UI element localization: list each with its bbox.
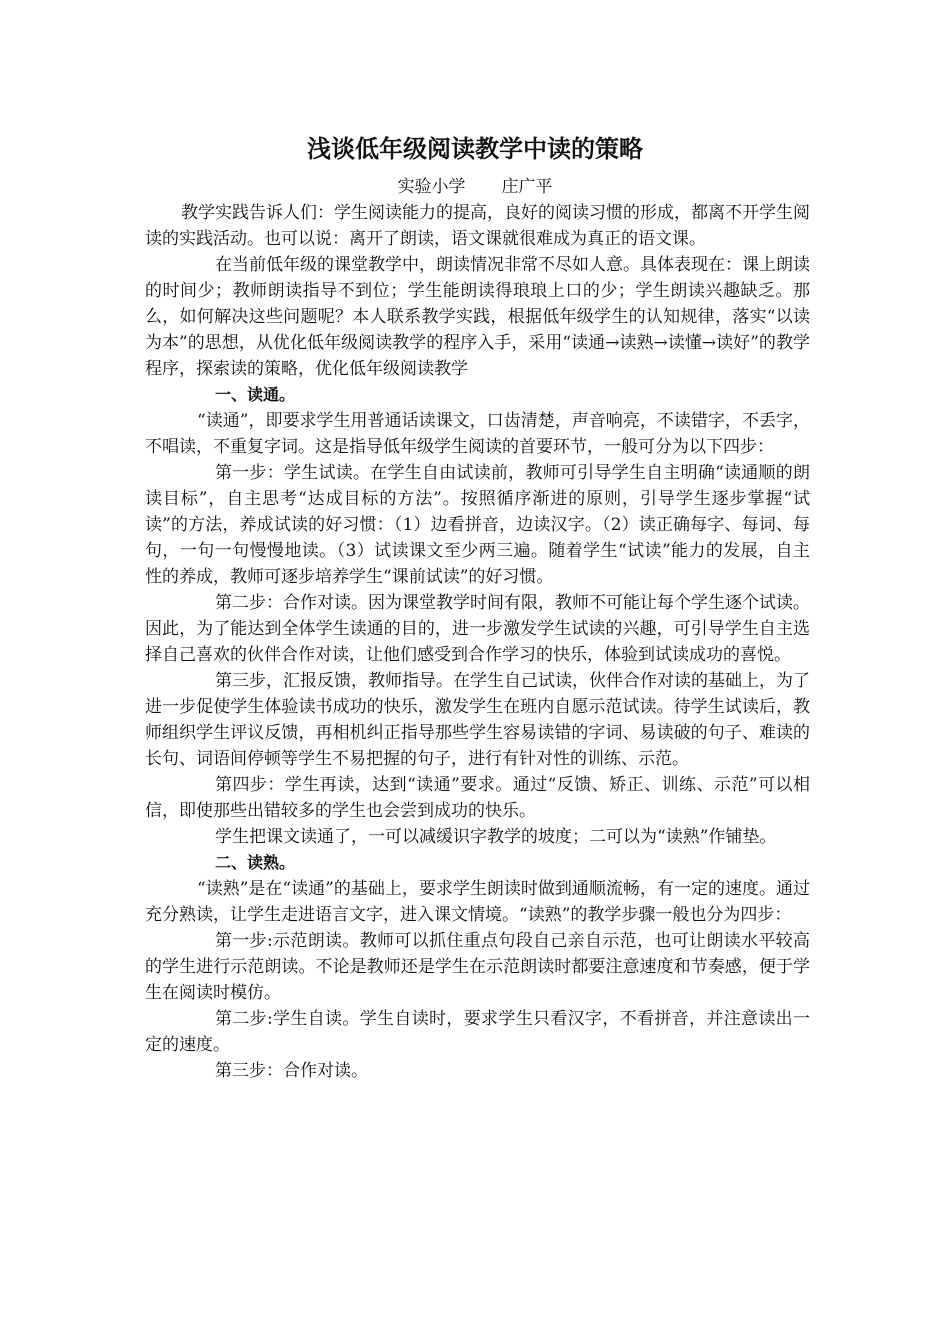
document-title: 浅谈低年级阅读教学中读的策略 xyxy=(307,135,643,163)
byline xyxy=(0,175,950,199)
section-heading: 一、读通。 xyxy=(215,385,296,404)
paragraph: 第三步，汇报反馈，教师指导。在学生自己试读，伙伴合作对读的基础上，为了进一步促使学生体验读书成功的快乐，激发学生在班内自愿示范试读。待学生试读后，教师组织学生评议反馈，再相机纠正指导那些学生容易读错的字词、易读破的句子、难读的长句、词语间停顿等学生不易把握的句子，进行有针对性的训练、示范。 xyxy=(145,671,810,769)
paragraph: “读通”，即要求学生用普通话读课文，口齿清楚，声音响亮，不读错字，不丢字，不唱读，不重复字词。这是指导低年级学生阅读的首要环节，一般可分为以下四步： xyxy=(145,411,810,457)
paragraph: 第一步:示范朗读。教师可以抓住重点句段自己亲自示范，也可让朗读水平较高的学生进行示范朗读。不论是教师还是学生在示范朗读时都要注意速度和节奏感，便于学生在阅读时模仿。 xyxy=(145,931,810,1003)
paragraph: 第四步：学生再读，达到“读通”要求。通过“反馈、矫正、训练、示范”可以相信，即使那些出错较多的学生也会尝到成功的快乐。 xyxy=(145,775,810,821)
school-name: 实验小学 xyxy=(397,177,466,197)
document-body xyxy=(145,200,810,1084)
paragraph: 第三步：合作对读。 xyxy=(215,1061,368,1081)
paragraph: 第二步：合作对读。因为课堂教学时间有限，教师不可能让每个学生逐个试读。因此，为了能达到全体学生读通的目的，进一步激发学生试读的兴趣，可引导学生自主选择自己喜欢的伙伴合作对读，让他们感受到合作学习的快乐，体验到试读成功的喜悦。 xyxy=(145,593,810,665)
section-heading: 二、读熟。 xyxy=(215,853,296,872)
author-name: 庄广平 xyxy=(501,177,553,197)
paragraph: “读熟”是在“读通”的基础上，要求学生朗读时做到通顺流畅，有一定的速度。通过充分熟读，让学生走进语言文字，进入课文情境。“读熟”的教学步骤一般也分为四步： xyxy=(145,879,810,925)
paragraph: 第二步:学生自读。学生自读时，要求学生只看汉字，不看拼音，并注意读出一定的速度。 xyxy=(145,1009,810,1055)
paragraph: 在当前低年级的课堂教学中，朗读情况非常不尽如人意。具体表现在：课上朗读的时间少；教师朗读指导不到位；学生能朗读得琅琅上口的少；学生朗读兴趣缺乏。那么，如何解决这些问题呢？本人联系教学实践，根据低年级学生的认知规律，落实“以读为本”的思想，从优化低年级阅读教学的程序入手，采用“读通→读熟→读懂→读好”的教学程序，探索读的策略，优化低年级阅读教学 xyxy=(145,255,810,379)
paragraph: 第一步：学生试读。在学生自由试读前，教师可引导学生自主明确“读通顺的朗读目标”，自主思考“达成目标的方法”。按照循序渐进的原则，引导学生逐步掌握“试读”的方法，养成试读的好习惯：（1）边看拼音，边读汉字。（2）读正确每字、每词、每句，一句一句慢慢地读。（3）试读课文至少两三遍。随着学生“试读”能力的发展，自主性的养成，教师可逐步培养学生“课前试读”的好习惯。 xyxy=(145,463,810,587)
paragraph: 学生把课文读通了，一可以减缓识字教学的坡度；二可以为“读熟”作铺垫。 xyxy=(215,827,777,847)
paragraph: 教学实践告诉人们：学生阅读能力的提高，良好的阅读习惯的形成，都离不开学生阅读的实践活动。也可以说：离开了朗读，语文课就很难成为真正的语文课。 xyxy=(145,203,810,249)
